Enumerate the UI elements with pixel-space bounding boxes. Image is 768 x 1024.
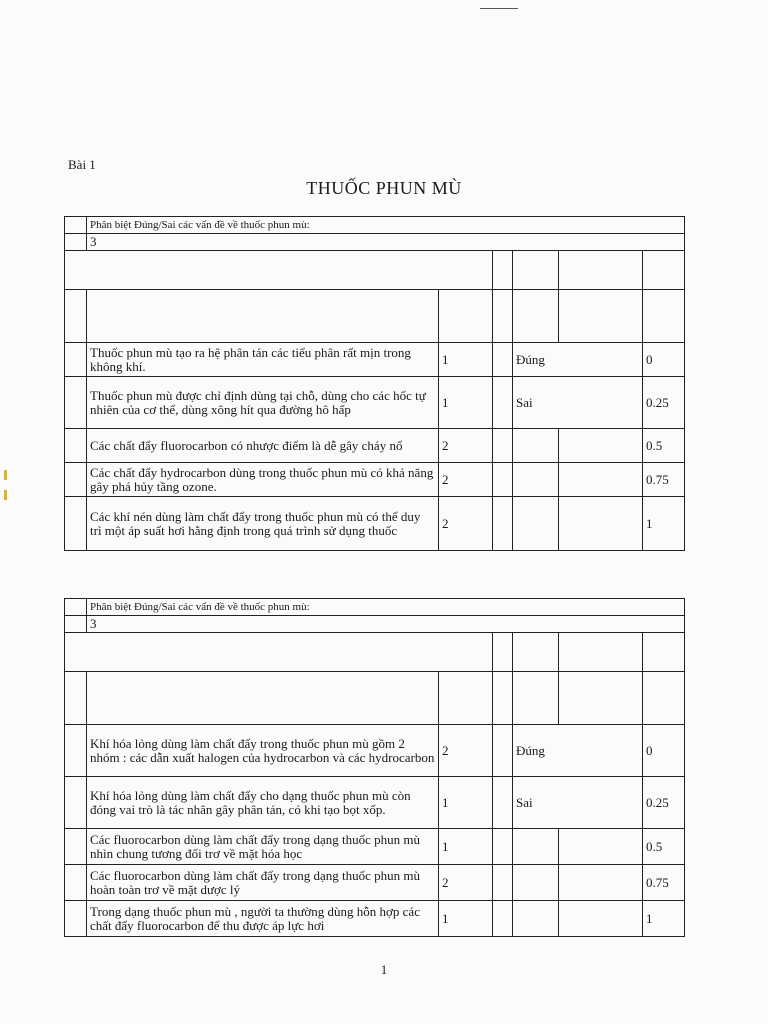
blank-cell xyxy=(559,463,643,497)
statement-cell: Khí hóa lỏng dùng làm chất đẩy cho dạng thuốc phun mù còn đóng vai trò là tác nhân gây phân tán, có khi tạo bọt xốp. xyxy=(87,777,439,829)
row-label-cell xyxy=(65,343,87,377)
statement-cell: Khí hóa lỏng dùng làm chất đẩy trong thuốc phun mù gồm 2 nhóm : các dẫn xuất halogen của hydrocarbon và các hydrocarbon xyxy=(87,725,439,777)
blank-cell xyxy=(559,497,643,551)
question-number-row xyxy=(65,234,685,251)
blank-cell xyxy=(559,901,643,937)
blank-cell xyxy=(493,377,513,429)
table-row xyxy=(65,829,685,865)
col-a-cell: 1 xyxy=(439,901,493,937)
score-cell: 0 xyxy=(643,343,685,377)
blank-cell xyxy=(493,463,513,497)
faded-header-cell xyxy=(65,633,493,672)
row-label-cell xyxy=(65,672,87,725)
faded-header-cell xyxy=(643,251,685,290)
blank-cell xyxy=(513,865,559,901)
table-row xyxy=(65,377,685,429)
blank-cell xyxy=(513,901,559,937)
answer-cell: Sai xyxy=(513,777,643,829)
faded-header-cell xyxy=(643,633,685,672)
faded-header-cell xyxy=(493,251,513,290)
statement-cell: Các fluorocarbon dùng làm chất đẩy trong dạng thuốc phun mù nhìn chung tương đối trơ về mặt hóa học xyxy=(87,829,439,865)
faded-header-cell xyxy=(439,290,493,343)
score-cell: 1 xyxy=(643,497,685,551)
statement-cell: Các chất đẩy hydrocarbon dùng trong thuốc phun mù có khả năng gây phá hủy tầng ozone. xyxy=(87,463,439,497)
statement-cell: Các chất đẩy fluorocarbon có nhược điểm là dễ gây cháy nổ xyxy=(87,429,439,463)
faded-header-cell xyxy=(643,290,685,343)
faded-header-cell xyxy=(513,290,559,343)
blank-cell xyxy=(493,429,513,463)
faded-header-cell xyxy=(493,633,513,672)
faded-header-cell xyxy=(559,633,643,672)
table-row xyxy=(65,429,685,463)
faded-header-cell xyxy=(513,251,559,290)
row-label-cell xyxy=(65,599,87,616)
row-label-cell xyxy=(65,377,87,429)
faded-header-cell xyxy=(87,672,439,725)
score-cell: 0.25 xyxy=(643,377,685,429)
table-row xyxy=(65,901,685,937)
col-a-cell: 1 xyxy=(439,829,493,865)
col-a-cell: 2 xyxy=(439,865,493,901)
faded-header-row xyxy=(65,251,685,290)
col-a-cell: 2 xyxy=(439,463,493,497)
score-cell: 0.5 xyxy=(643,429,685,463)
score-cell: 0.75 xyxy=(643,865,685,901)
faded-header-cell xyxy=(65,251,493,290)
margin-highlight-mark xyxy=(4,470,7,480)
question-number: 3 xyxy=(87,616,685,633)
page-number: 1 xyxy=(380,962,388,977)
col-a-cell: 1 xyxy=(439,377,493,429)
row-label-cell xyxy=(65,429,87,463)
statement-cell: Thuốc phun mù tạo ra hệ phân tán các tiểu phân rất mịn trong không khí. xyxy=(87,343,439,377)
score-cell: 0.5 xyxy=(643,829,685,865)
faded-header-cell xyxy=(493,290,513,343)
question-number: 3 xyxy=(87,234,685,251)
faded-header-cell xyxy=(87,290,439,343)
blank-cell xyxy=(513,429,559,463)
faded-header-cell xyxy=(493,672,513,725)
blank-cell xyxy=(493,777,513,829)
col-a-cell: 2 xyxy=(439,429,493,463)
blank-cell xyxy=(513,829,559,865)
answer-cell: Sai xyxy=(513,377,643,429)
question-prompt: Phân biệt Đúng/Sai các vấn đề về thuốc phun mù: xyxy=(87,599,685,616)
question-prompt: Phân biệt Đúng/Sai các vấn đề về thuốc phun mù: xyxy=(87,217,685,234)
row-label-cell xyxy=(65,725,87,777)
row-label-cell xyxy=(65,290,87,343)
question-table-2 xyxy=(64,598,685,937)
col-a-cell: 2 xyxy=(439,497,493,551)
blank-cell xyxy=(513,497,559,551)
col-a-cell: 2 xyxy=(439,725,493,777)
table-row xyxy=(65,497,685,551)
col-a-cell: 1 xyxy=(439,777,493,829)
question-prompt-row xyxy=(65,217,685,234)
table-row xyxy=(65,725,685,777)
row-label-cell xyxy=(65,777,87,829)
row-label-cell xyxy=(65,234,87,251)
statement-cell: Các khí nén dùng làm chất đẩy trong thuốc phun mù có thể duy trì một áp suất hơi hằng định trong quá trình sử dụng thuốc xyxy=(87,497,439,551)
row-label-cell xyxy=(65,829,87,865)
statement-cell: Trong dạng thuốc phun mù , người ta thường dùng hỗn hợp các chất đẩy fluorocarbon để thu được áp lực hơi xyxy=(87,901,439,937)
faded-header-cell xyxy=(513,672,559,725)
blank-cell xyxy=(493,343,513,377)
faded-header-cell xyxy=(559,290,643,343)
score-cell: 0.25 xyxy=(643,777,685,829)
blank-cell xyxy=(493,829,513,865)
scan-mark xyxy=(480,8,518,9)
score-cell: 1 xyxy=(643,901,685,937)
row-label-cell xyxy=(65,616,87,633)
page-title: THUỐC PHUN MÙ xyxy=(306,178,462,198)
table-row xyxy=(65,343,685,377)
blank-cell xyxy=(513,463,559,497)
table-row xyxy=(65,463,685,497)
table-row xyxy=(65,777,685,829)
row-label-cell xyxy=(65,463,87,497)
faded-header-row xyxy=(65,633,685,672)
question-prompt-row xyxy=(65,599,685,616)
answer-cell: Đúng xyxy=(513,343,643,377)
row-label-cell xyxy=(65,865,87,901)
row-label-cell xyxy=(65,901,87,937)
margin-highlight-mark xyxy=(4,490,7,500)
blank-cell xyxy=(559,865,643,901)
faded-subheader-row xyxy=(65,672,685,725)
faded-header-cell xyxy=(643,672,685,725)
col-a-cell: 1 xyxy=(439,343,493,377)
statement-cell: Thuốc phun mù được chỉ định dùng tại chỗ, dùng cho các hốc tự nhiên của cơ thể, dùng xông hít qua đường hô hấp xyxy=(87,377,439,429)
blank-cell xyxy=(493,865,513,901)
statement-cell: Các fluorocarbon dùng làm chất đẩy trong dạng thuốc phun mù hoàn toàn trơ về mặt dược lý xyxy=(87,865,439,901)
faded-header-cell xyxy=(559,251,643,290)
blank-cell xyxy=(559,829,643,865)
row-label-cell xyxy=(65,217,87,234)
blank-cell xyxy=(493,725,513,777)
blank-cell xyxy=(493,901,513,937)
lesson-label: Bài 1 xyxy=(68,157,96,172)
question-table-1 xyxy=(64,216,685,551)
score-cell: 0 xyxy=(643,725,685,777)
faded-subheader-row xyxy=(65,290,685,343)
faded-header-cell xyxy=(513,633,559,672)
row-label-cell xyxy=(65,497,87,551)
blank-cell xyxy=(493,497,513,551)
question-number-row xyxy=(65,616,685,633)
blank-cell xyxy=(559,429,643,463)
answer-cell: Đúng xyxy=(513,725,643,777)
faded-header-cell xyxy=(559,672,643,725)
table-row xyxy=(65,865,685,901)
score-cell: 0.75 xyxy=(643,463,685,497)
faded-header-cell xyxy=(439,672,493,725)
